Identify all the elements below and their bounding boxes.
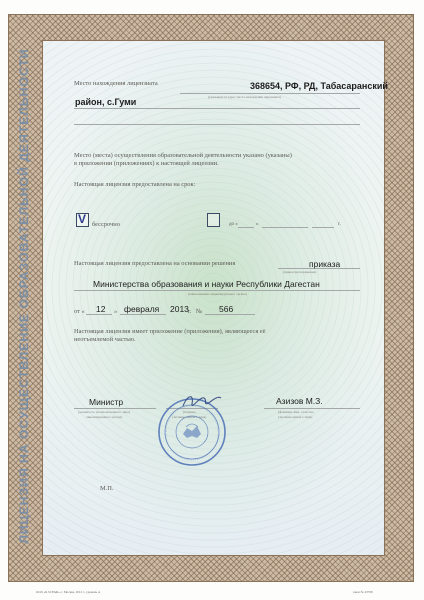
name-hint-line2: уполномоченного лица) [278,415,313,419]
basis-authority-hint: (наименование лицензирующего органа) [188,292,247,296]
name-hint-line1: (фамилия, имя, отчество [278,410,314,414]
basis-year: 2013 [170,304,189,314]
basis-day-close: » [114,308,118,315]
signer-position: Министр [89,397,124,407]
order-number: заказ № 43798 [353,590,373,594]
location-line2 [74,108,360,109]
position-hint-line2: лицензирующего органа) [86,415,123,419]
stamp-place-label: М.П. [100,485,114,492]
basis-number-label: № [196,308,203,315]
appendix-line1: Настоящая лицензия имеет приложение (приложения), являющееся её [74,328,266,335]
signature-hint-line1: (подпись [183,410,196,414]
location-hint: (указывается адрес места нахождения лицензиата) [208,95,282,99]
location-line3 [74,124,360,125]
appendix-line2: неотъемлемой частью. [74,336,136,343]
basis-month-line [120,314,166,315]
location-value-line2: район, с.Гуми [75,97,137,107]
document-body [42,40,385,556]
until-month-line [262,227,308,228]
basis-month: февраля [124,304,160,314]
basis-authority: Министерства образования и науки Республики Дагестан [93,279,320,289]
basis-number: 566 [219,304,234,314]
term-label: Настоящая лицензия предоставлена на срок: [74,181,196,188]
printer-info: ООО «Б.З.ГРАФ», г. Москва, 2012 г., уровень А [36,590,101,594]
until-year-line [312,227,334,228]
until-day-line [238,227,254,228]
guilloche-frame [8,14,414,582]
position-line [74,408,156,409]
until-checkbox [207,213,220,227]
location-line1 [180,93,360,94]
activity-place-line1: Место (места) осуществления образовательной деятельности указано (указаны) [74,152,292,159]
location-label: Место нахождения лицензиата [74,80,158,87]
location-value-line1: 368654, РФ, РД, Табасаранский [250,81,388,91]
basis-day: 12 [96,304,106,314]
basis-number-line [205,314,255,315]
basis-doc-type-hint: (приказ/распоряжение) [283,270,317,274]
check-mark: V [78,212,87,226]
basis-day-line [86,314,112,315]
position-hint-line1: (должность уполномоченного лица) [78,410,130,414]
basis-authority-line [74,290,360,291]
signer-name: Азизов М.З. [276,396,323,406]
until-mid: » [256,222,259,227]
signature-hint-line2: уполномоченного лица) [172,415,207,419]
basis-from-label: от « [74,308,85,315]
name-line [264,408,360,409]
basis-label: Настоящая лицензия предоставлена на основании решения [74,260,236,267]
until-suffix: г. [338,222,341,227]
handwritten-signature [180,390,224,412]
until-prefix: до « [229,222,238,227]
basis-doc-type: приказа [309,259,341,269]
unlimited-label: бессрочно [92,221,120,228]
side-title: ЛИЦЕНЗИЯ НА ОСУЩЕСТВЛЕНИЕ ОБРАЗОВАТЕЛЬНОЙ ДЕЯТЕЛЬНОСТИ [17,48,31,544]
side-title-strip [10,16,39,576]
activity-place-line2: в приложении (приложениях) к настоящей лицензии. [74,160,219,167]
basis-year-suffix: г. [188,308,192,315]
